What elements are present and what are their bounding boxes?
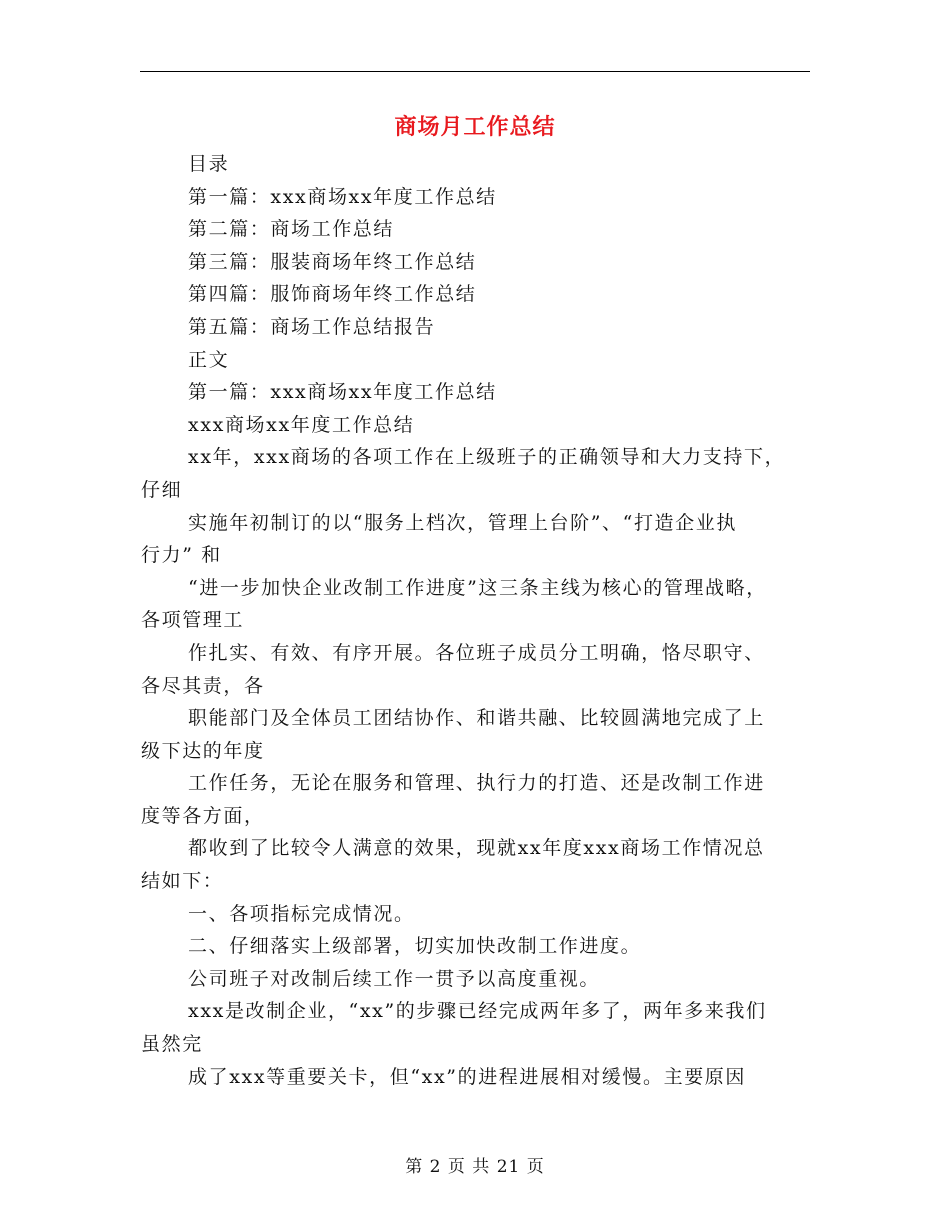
text-line: 都收到了比较令人满意的效果，现就xx年度xxx商场工作情况总 <box>188 837 765 860</box>
text-line: xxx商场xx年度工作总结 <box>188 413 415 436</box>
text-line: 成了xxx等重要关卡，但“xx”的进程进展相对缓慢。主要原因 <box>188 1065 747 1088</box>
text-line: 目录 <box>188 153 230 175</box>
text-line: 各项管理工 <box>141 609 245 632</box>
text-line: 级下达的年度 <box>141 739 265 762</box>
text-line: 公司班子对改制后续工作一贯予以高度重视。 <box>188 967 601 990</box>
text-line: 第四篇：服饰商场年终工作总结 <box>188 283 477 306</box>
text-line: 第五篇：商场工作总结报告 <box>188 315 436 338</box>
text-line: 第一篇：xxx商场xx年度工作总结 <box>188 185 497 208</box>
text-line: 行力” 和 <box>141 544 222 567</box>
text-line: 度等各方面， <box>141 804 265 827</box>
text-line: xxx是改制企业，“xx”的步骤已经完成两年多了，两年多来我们 <box>188 1000 767 1023</box>
text-line: xx年，xxx商场的各项工作在上级班子的正确领导和大力支持下， <box>188 446 786 469</box>
text-line: 各尽其责，各 <box>141 674 265 697</box>
header-rule <box>140 71 810 72</box>
text-line: 第三篇：服装商场年终工作总结 <box>188 250 477 273</box>
page-footer: 第 2 页 共 21 页 <box>405 1157 545 1177</box>
text-line: 正文 <box>188 348 230 371</box>
text-line: “进一步加快企业改制工作进度”这三条主线为核心的管理战略， <box>188 576 767 599</box>
text-line: 实施年初制订的以“服务上档次，管理上台阶”、“打造企业执 <box>188 511 737 534</box>
text-line: 职能部门及全体员工团结协作、和谐共融、比较圆满地完成了上 <box>188 707 765 730</box>
text-line: 第二篇：商场工作总结 <box>188 218 395 241</box>
text-line: 二、仔细落实上级部署，切实加快改制工作进度。 <box>188 935 642 958</box>
document-title: 商场月工作总结 <box>394 114 556 140</box>
text-line: 仔细 <box>141 478 183 501</box>
text-line: 第一篇：xxx商场xx年度工作总结 <box>188 381 497 404</box>
text-line: 一、各项指标完成情况。 <box>188 902 415 925</box>
text-line: 作扎实、有效、有序开展。各位班子成员分工明确，恪尽职守、 <box>188 641 765 664</box>
text-line: 虽然完 <box>141 1033 203 1056</box>
text-line: 工作任务，无论在服务和管理、执行力的打造、还是改制工作进 <box>188 772 765 795</box>
document-body <box>141 148 813 1093</box>
text-line: 结如下： <box>141 870 224 893</box>
